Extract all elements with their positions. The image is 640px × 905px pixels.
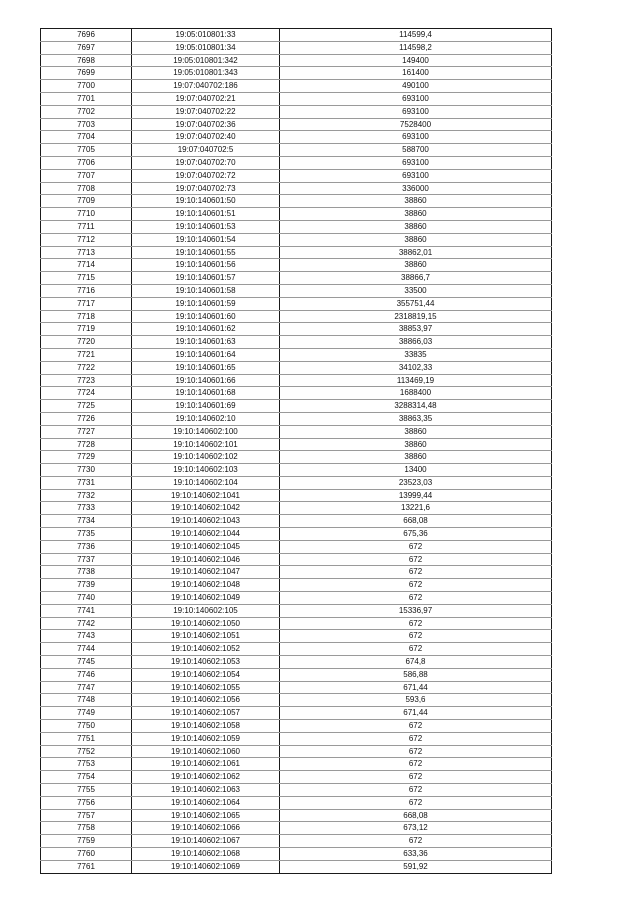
- table-row: [41, 835, 552, 848]
- cadastral-number-cell: 19:05:010801:33: [132, 29, 280, 42]
- cadastral-number-cell: 19:10:140602:1068: [132, 848, 280, 861]
- cadastral-number-cell: 19:05:010801:342: [132, 54, 280, 67]
- cadastral-number-cell: 19:10:140602:1052: [132, 643, 280, 656]
- row-number-cell: 7748: [41, 694, 132, 707]
- row-number-cell: 7751: [41, 732, 132, 745]
- cadastral-number-cell: 19:10:140602:1055: [132, 681, 280, 694]
- value-cell: 38860: [280, 425, 552, 438]
- row-number-cell: 7738: [41, 566, 132, 579]
- row-number-cell: 7719: [41, 323, 132, 336]
- cadastral-number-cell: 19:05:010801:343: [132, 67, 280, 80]
- value-cell: 38860: [280, 451, 552, 464]
- cadastral-number-cell: 19:10:140602:1053: [132, 656, 280, 669]
- cadastral-number-cell: 19:10:140602:10: [132, 412, 280, 425]
- table-row: [41, 195, 552, 208]
- table-row: [41, 156, 552, 169]
- cadastral-number-cell: 19:10:140601:64: [132, 348, 280, 361]
- value-cell: 672: [280, 732, 552, 745]
- cadastral-number-cell: 19:10:140602:1069: [132, 860, 280, 873]
- cadastral-number-cell: 19:10:140602:1047: [132, 566, 280, 579]
- table-row: [41, 220, 552, 233]
- table-row: [41, 796, 552, 809]
- table-row: [41, 374, 552, 387]
- value-cell: 38862,01: [280, 246, 552, 259]
- value-cell: 633,36: [280, 848, 552, 861]
- value-cell: 38860: [280, 438, 552, 451]
- row-number-cell: 7755: [41, 784, 132, 797]
- row-number-cell: 7759: [41, 835, 132, 848]
- table-row: [41, 387, 552, 400]
- value-cell: 668,08: [280, 515, 552, 528]
- value-cell: 593,6: [280, 694, 552, 707]
- value-cell: 38860: [280, 195, 552, 208]
- table-row: [41, 758, 552, 771]
- cadastral-number-cell: 19:10:140602:1041: [132, 489, 280, 502]
- cadastral-number-cell: 19:10:140602:100: [132, 425, 280, 438]
- table-row: [41, 771, 552, 784]
- value-cell: 672: [280, 771, 552, 784]
- cadastral-number-cell: 19:07:040702:22: [132, 105, 280, 118]
- table-row: [41, 528, 552, 541]
- cadastral-number-cell: 19:10:140601:59: [132, 297, 280, 310]
- table-row: [41, 438, 552, 451]
- row-number-cell: 7758: [41, 822, 132, 835]
- table-row: [41, 592, 552, 605]
- value-cell: 23523,03: [280, 476, 552, 489]
- row-number-cell: 7730: [41, 464, 132, 477]
- row-number-cell: 7706: [41, 156, 132, 169]
- row-number-cell: 7708: [41, 182, 132, 195]
- value-cell: 672: [280, 835, 552, 848]
- row-number-cell: 7760: [41, 848, 132, 861]
- value-cell: 674,8: [280, 656, 552, 669]
- cadastral-number-cell: 19:10:140601:53: [132, 220, 280, 233]
- cadastral-number-cell: 19:10:140602:1066: [132, 822, 280, 835]
- row-number-cell: 7741: [41, 604, 132, 617]
- row-number-cell: 7703: [41, 118, 132, 131]
- value-cell: 149400: [280, 54, 552, 67]
- row-number-cell: 7726: [41, 412, 132, 425]
- table-row: [41, 246, 552, 259]
- row-number-cell: 7756: [41, 796, 132, 809]
- value-cell: 693100: [280, 169, 552, 182]
- cadastral-number-cell: 19:10:140602:1065: [132, 809, 280, 822]
- cadastral-number-cell: 19:10:140602:1045: [132, 540, 280, 553]
- cadastral-number-cell: 19:07:040702:72: [132, 169, 280, 182]
- row-number-cell: 7731: [41, 476, 132, 489]
- row-number-cell: 7698: [41, 54, 132, 67]
- table-row: [41, 720, 552, 733]
- value-cell: 1688400: [280, 387, 552, 400]
- value-cell: 672: [280, 720, 552, 733]
- cadastral-number-cell: 19:10:140601:63: [132, 336, 280, 349]
- table-row: [41, 553, 552, 566]
- cadastral-number-cell: 19:10:140602:103: [132, 464, 280, 477]
- table-row: [41, 848, 552, 861]
- cadastral-number-cell: 19:10:140602:1064: [132, 796, 280, 809]
- row-number-cell: 7750: [41, 720, 132, 733]
- cadastral-number-cell: 19:10:140601:50: [132, 195, 280, 208]
- table-row: [41, 784, 552, 797]
- row-number-cell: 7721: [41, 348, 132, 361]
- table-row: [41, 425, 552, 438]
- value-cell: 38866,7: [280, 272, 552, 285]
- table-row: [41, 489, 552, 502]
- cadastral-number-cell: 19:10:140602:1067: [132, 835, 280, 848]
- value-cell: 15336,97: [280, 604, 552, 617]
- table-row: [41, 656, 552, 669]
- row-number-cell: 7734: [41, 515, 132, 528]
- value-cell: 2318819,15: [280, 310, 552, 323]
- table-row: [41, 540, 552, 553]
- value-cell: 672: [280, 758, 552, 771]
- table-row: [41, 169, 552, 182]
- row-number-cell: 7740: [41, 592, 132, 605]
- table-row: [41, 400, 552, 413]
- row-number-cell: 7744: [41, 643, 132, 656]
- row-number-cell: 7701: [41, 92, 132, 105]
- value-cell: 693100: [280, 131, 552, 144]
- table-row: [41, 272, 552, 285]
- value-cell: 672: [280, 592, 552, 605]
- table-row: [41, 297, 552, 310]
- cadastral-number-cell: 19:10:140602:105: [132, 604, 280, 617]
- cadastral-number-cell: 19:10:140601:68: [132, 387, 280, 400]
- table-row: [41, 822, 552, 835]
- value-cell: 672: [280, 796, 552, 809]
- cadastral-number-cell: 19:10:140602:1056: [132, 694, 280, 707]
- row-number-cell: 7746: [41, 668, 132, 681]
- cadastral-number-cell: 19:07:040702:40: [132, 131, 280, 144]
- cadastral-number-cell: 19:10:140601:54: [132, 233, 280, 246]
- table-row: [41, 502, 552, 515]
- table-row: [41, 29, 552, 42]
- row-number-cell: 7723: [41, 374, 132, 387]
- table-row: [41, 182, 552, 195]
- row-number-cell: 7761: [41, 860, 132, 873]
- table-row: [41, 604, 552, 617]
- value-cell: 672: [280, 617, 552, 630]
- cadastral-number-cell: 19:10:140601:56: [132, 259, 280, 272]
- cadastral-number-cell: 19:10:140601:66: [132, 374, 280, 387]
- row-number-cell: 7757: [41, 809, 132, 822]
- table-row: [41, 412, 552, 425]
- table-row: [41, 284, 552, 297]
- row-number-cell: 7709: [41, 195, 132, 208]
- cadastral-number-cell: 19:10:140601:55: [132, 246, 280, 259]
- row-number-cell: 7720: [41, 336, 132, 349]
- value-cell: 161400: [280, 67, 552, 80]
- row-number-cell: 7736: [41, 540, 132, 553]
- row-number-cell: 7725: [41, 400, 132, 413]
- cadastral-number-cell: 19:10:140602:101: [132, 438, 280, 451]
- row-number-cell: 7712: [41, 233, 132, 246]
- table-row: [41, 92, 552, 105]
- table-row: [41, 579, 552, 592]
- table-row: [41, 80, 552, 93]
- value-cell: 13400: [280, 464, 552, 477]
- row-number-cell: 7714: [41, 259, 132, 272]
- table-row: [41, 745, 552, 758]
- table-row: [41, 515, 552, 528]
- value-cell: 490100: [280, 80, 552, 93]
- row-number-cell: 7728: [41, 438, 132, 451]
- row-number-cell: 7704: [41, 131, 132, 144]
- value-cell: 693100: [280, 156, 552, 169]
- value-cell: 675,36: [280, 528, 552, 541]
- cadastral-number-cell: 19:10:140601:57: [132, 272, 280, 285]
- cadastral-number-cell: 19:10:140602:1043: [132, 515, 280, 528]
- row-number-cell: 7737: [41, 553, 132, 566]
- value-cell: 7528400: [280, 118, 552, 131]
- cadastral-number-cell: 19:07:040702:21: [132, 92, 280, 105]
- table-row: [41, 118, 552, 131]
- cadastral-number-cell: 19:10:140601:69: [132, 400, 280, 413]
- value-cell: 38863,35: [280, 412, 552, 425]
- cadastral-number-cell: 19:10:140602:1049: [132, 592, 280, 605]
- value-cell: 34102,33: [280, 361, 552, 374]
- row-number-cell: 7735: [41, 528, 132, 541]
- table-body: [41, 29, 552, 874]
- value-cell: 671,44: [280, 707, 552, 720]
- table-row: [41, 643, 552, 656]
- row-number-cell: 7729: [41, 451, 132, 464]
- cadastral-number-cell: 19:10:140602:1042: [132, 502, 280, 515]
- cadastral-number-cell: 19:10:140602:1050: [132, 617, 280, 630]
- cadastral-number-cell: 19:10:140602:1051: [132, 630, 280, 643]
- cadastral-number-cell: 19:10:140602:1063: [132, 784, 280, 797]
- row-number-cell: 7724: [41, 387, 132, 400]
- cadastral-number-cell: 19:10:140602:102: [132, 451, 280, 464]
- value-cell: 114598,2: [280, 41, 552, 54]
- value-cell: 672: [280, 784, 552, 797]
- value-cell: 591,92: [280, 860, 552, 873]
- row-number-cell: 7699: [41, 67, 132, 80]
- table-row: [41, 476, 552, 489]
- row-number-cell: 7713: [41, 246, 132, 259]
- data-table: [40, 28, 552, 874]
- value-cell: 671,44: [280, 681, 552, 694]
- value-cell: 38853,97: [280, 323, 552, 336]
- cadastral-number-cell: 19:10:140602:1062: [132, 771, 280, 784]
- cadastral-number-cell: 19:07:040702:70: [132, 156, 280, 169]
- cadastral-number-cell: 19:10:140602:104: [132, 476, 280, 489]
- cadastral-number-cell: 19:10:140602:1060: [132, 745, 280, 758]
- table-row: [41, 208, 552, 221]
- row-number-cell: 7710: [41, 208, 132, 221]
- table-row: [41, 348, 552, 361]
- row-number-cell: 7752: [41, 745, 132, 758]
- row-number-cell: 7700: [41, 80, 132, 93]
- cadastral-number-cell: 19:10:140602:1046: [132, 553, 280, 566]
- row-number-cell: 7727: [41, 425, 132, 438]
- table-row: [41, 131, 552, 144]
- cadastral-number-cell: 19:10:140602:1059: [132, 732, 280, 745]
- value-cell: 672: [280, 630, 552, 643]
- value-cell: 668,08: [280, 809, 552, 822]
- value-cell: 672: [280, 540, 552, 553]
- value-cell: 693100: [280, 105, 552, 118]
- value-cell: 672: [280, 579, 552, 592]
- cadastral-number-cell: 19:07:040702:73: [132, 182, 280, 195]
- value-cell: 336000: [280, 182, 552, 195]
- value-cell: 672: [280, 643, 552, 656]
- row-number-cell: 7716: [41, 284, 132, 297]
- row-number-cell: 7697: [41, 41, 132, 54]
- row-number-cell: 7722: [41, 361, 132, 374]
- value-cell: 693100: [280, 92, 552, 105]
- table-row: [41, 668, 552, 681]
- table-row: [41, 310, 552, 323]
- value-cell: 586,88: [280, 668, 552, 681]
- table-row: [41, 464, 552, 477]
- row-number-cell: 7732: [41, 489, 132, 502]
- table-row: [41, 732, 552, 745]
- row-number-cell: 7749: [41, 707, 132, 720]
- value-cell: 672: [280, 553, 552, 566]
- row-number-cell: 7717: [41, 297, 132, 310]
- table-row: [41, 323, 552, 336]
- table-row: [41, 860, 552, 873]
- value-cell: 355751,44: [280, 297, 552, 310]
- cadastral-number-cell: 19:10:140601:58: [132, 284, 280, 297]
- row-number-cell: 7696: [41, 29, 132, 42]
- cadastral-number-cell: 19:10:140601:51: [132, 208, 280, 221]
- cadastral-number-cell: 19:07:040702:186: [132, 80, 280, 93]
- row-number-cell: 7754: [41, 771, 132, 784]
- value-cell: 3288314,48: [280, 400, 552, 413]
- table-row: [41, 451, 552, 464]
- cadastral-number-cell: 19:10:140601:65: [132, 361, 280, 374]
- cadastral-number-cell: 19:10:140602:1058: [132, 720, 280, 733]
- row-number-cell: 7739: [41, 579, 132, 592]
- cadastral-number-cell: 19:10:140602:1048: [132, 579, 280, 592]
- value-cell: 588700: [280, 144, 552, 157]
- row-number-cell: 7742: [41, 617, 132, 630]
- table-row: [41, 233, 552, 246]
- value-cell: 13999,44: [280, 489, 552, 502]
- cadastral-number-cell: 19:10:140602:1061: [132, 758, 280, 771]
- table-row: [41, 809, 552, 822]
- cadastral-number-cell: 19:10:140601:62: [132, 323, 280, 336]
- table-row: [41, 259, 552, 272]
- value-cell: 38860: [280, 220, 552, 233]
- cadastral-number-cell: 19:10:140602:1054: [132, 668, 280, 681]
- table-row: [41, 630, 552, 643]
- row-number-cell: 7733: [41, 502, 132, 515]
- table-row: [41, 566, 552, 579]
- row-number-cell: 7747: [41, 681, 132, 694]
- row-number-cell: 7753: [41, 758, 132, 771]
- row-number-cell: 7718: [41, 310, 132, 323]
- row-number-cell: 7745: [41, 656, 132, 669]
- table-row: [41, 144, 552, 157]
- table-row: [41, 361, 552, 374]
- table-row: [41, 54, 552, 67]
- value-cell: 673,12: [280, 822, 552, 835]
- value-cell: 33500: [280, 284, 552, 297]
- table-row: [41, 617, 552, 630]
- value-cell: 38860: [280, 233, 552, 246]
- value-cell: 13221,6: [280, 502, 552, 515]
- row-number-cell: 7711: [41, 220, 132, 233]
- row-number-cell: 7715: [41, 272, 132, 285]
- row-number-cell: 7743: [41, 630, 132, 643]
- cadastral-number-cell: 19:05:010801:34: [132, 41, 280, 54]
- row-number-cell: 7707: [41, 169, 132, 182]
- value-cell: 38866,03: [280, 336, 552, 349]
- cadastral-number-cell: 19:10:140601:60: [132, 310, 280, 323]
- table-row: [41, 681, 552, 694]
- value-cell: 672: [280, 566, 552, 579]
- table-row: [41, 336, 552, 349]
- table-row: [41, 105, 552, 118]
- value-cell: 672: [280, 745, 552, 758]
- value-cell: 113469,19: [280, 374, 552, 387]
- value-cell: 38860: [280, 259, 552, 272]
- table-row: [41, 707, 552, 720]
- cadastral-number-cell: 19:10:140602:1057: [132, 707, 280, 720]
- value-cell: 114599,4: [280, 29, 552, 42]
- value-cell: 38860: [280, 208, 552, 221]
- table-row: [41, 694, 552, 707]
- table-row: [41, 41, 552, 54]
- cadastral-number-cell: 19:07:040702:5: [132, 144, 280, 157]
- row-number-cell: 7702: [41, 105, 132, 118]
- row-number-cell: 7705: [41, 144, 132, 157]
- cadastral-number-cell: 19:10:140602:1044: [132, 528, 280, 541]
- cadastral-number-cell: 19:07:040702:36: [132, 118, 280, 131]
- table-row: [41, 67, 552, 80]
- value-cell: 33835: [280, 348, 552, 361]
